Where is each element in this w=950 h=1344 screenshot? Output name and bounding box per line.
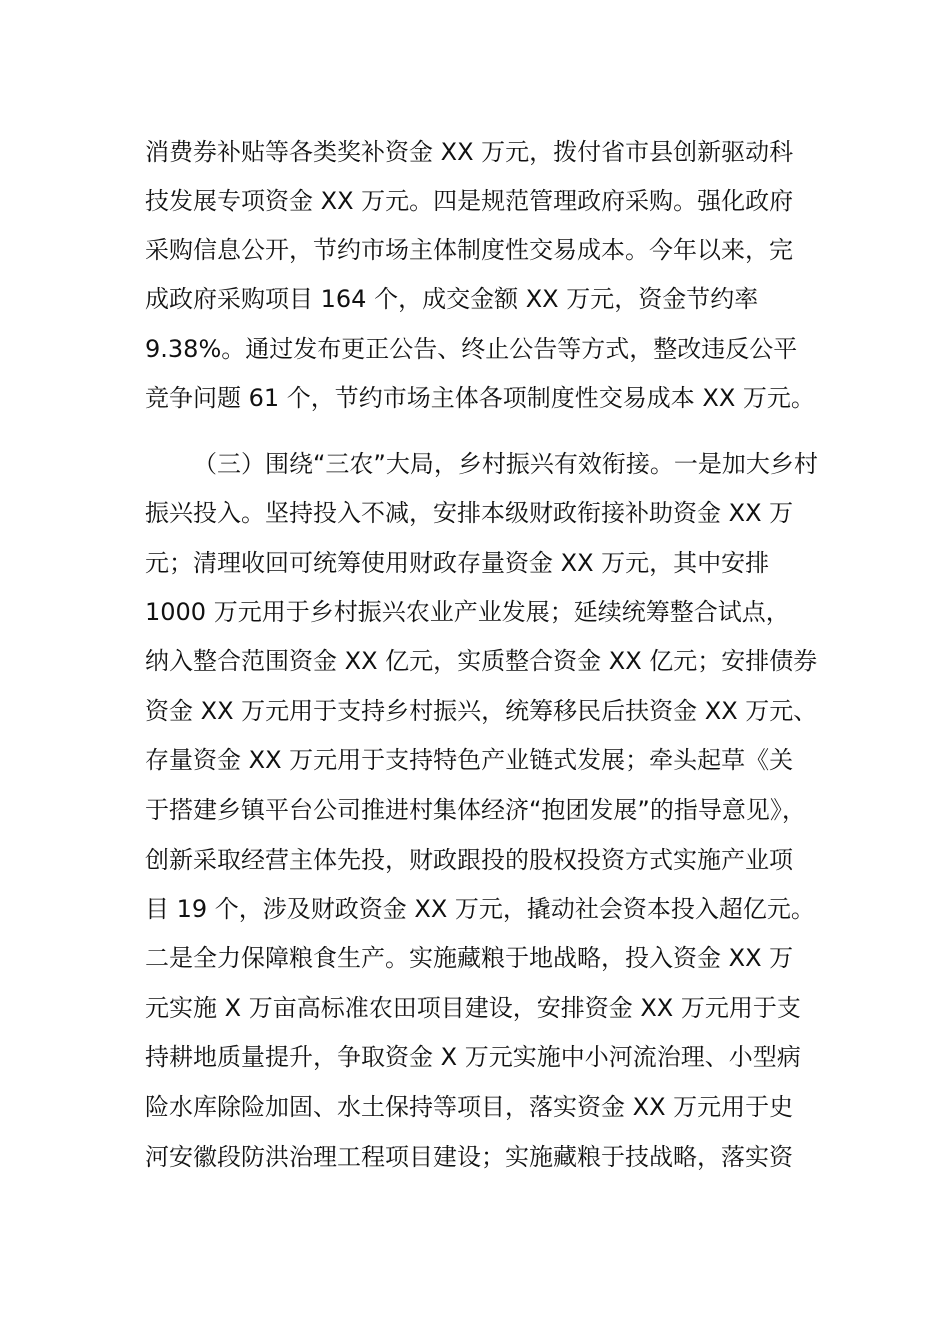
text-line: 资金 XX 万元用于支持乡村振兴，统筹移民后扶资金 XX 万元、	[145, 697, 818, 725]
text-line: 持耕地质量提升，争取资金 X 万元实施中小河流治理、小型病	[145, 1043, 801, 1071]
text-line: 元实施 X 万亩高标准农田项目建设，安排资金 XX 万元用于支	[145, 994, 801, 1022]
text-line: 于搭建乡镇平台公司推进村集体经济“抱团发展”的指导意见》，	[145, 796, 806, 824]
text-line: 河安徽段防洪治理工程项目建设；实施藏粮于技战略，落实资	[145, 1143, 793, 1171]
text-line: 9.38%。通过发布更正公告、终止公告等方式，整改违反公平	[145, 335, 798, 363]
text-line: 创新采取经营主体先投，财政跟投的股权投资方式实施产业项	[145, 846, 793, 874]
text-line: 竞争问题 61 个，节约市场主体各项制度性交易成本 XX 万元。	[145, 384, 815, 412]
text-line: 消费券补贴等各类奖补资金 XX 万元，拨付省市县创新驱动科	[145, 138, 794, 166]
text-line: 目 19 个，涉及财政资金 XX 万元，撬动社会资本投入超亿元。	[145, 895, 815, 923]
text-line: 险水库除险加固、水土保持等项目，落实资金 XX 万元用于史	[145, 1093, 794, 1121]
text-line: 采购信息公开，节约市场主体制度性交易成本。今年以来，完	[145, 236, 793, 264]
text-line: 成政府采购项目 164 个，成交金额 XX 万元，资金节约率	[145, 285, 759, 313]
text-line: （三）围绕“三农”大局，乡村振兴有效衔接。一是加大乡村	[193, 450, 818, 478]
text-line: 元；清理收回可统筹使用财政存量资金 XX 万元，其中安排	[145, 549, 770, 577]
text-line: 技发展专项资金 XX 万元。四是规范管理政府采购。强化政府	[145, 187, 794, 215]
text-line: 纳入整合范围资金 XX 亿元，实质整合资金 XX 亿元；安排债券	[145, 647, 818, 675]
text-line: 存量资金 XX 万元用于支持特色产业链式发展；牵头起草《关	[145, 746, 794, 774]
text-line: 振兴投入。坚持投入不减，安排本级财政衔接补助资金 XX 万	[145, 499, 794, 527]
text-line: 二是全力保障粮食生产。实施藏粮于地战略，投入资金 XX 万	[145, 944, 794, 972]
text-line: 1000 万元用于乡村振兴农业产业发展；延续统筹整合试点，	[145, 598, 790, 626]
